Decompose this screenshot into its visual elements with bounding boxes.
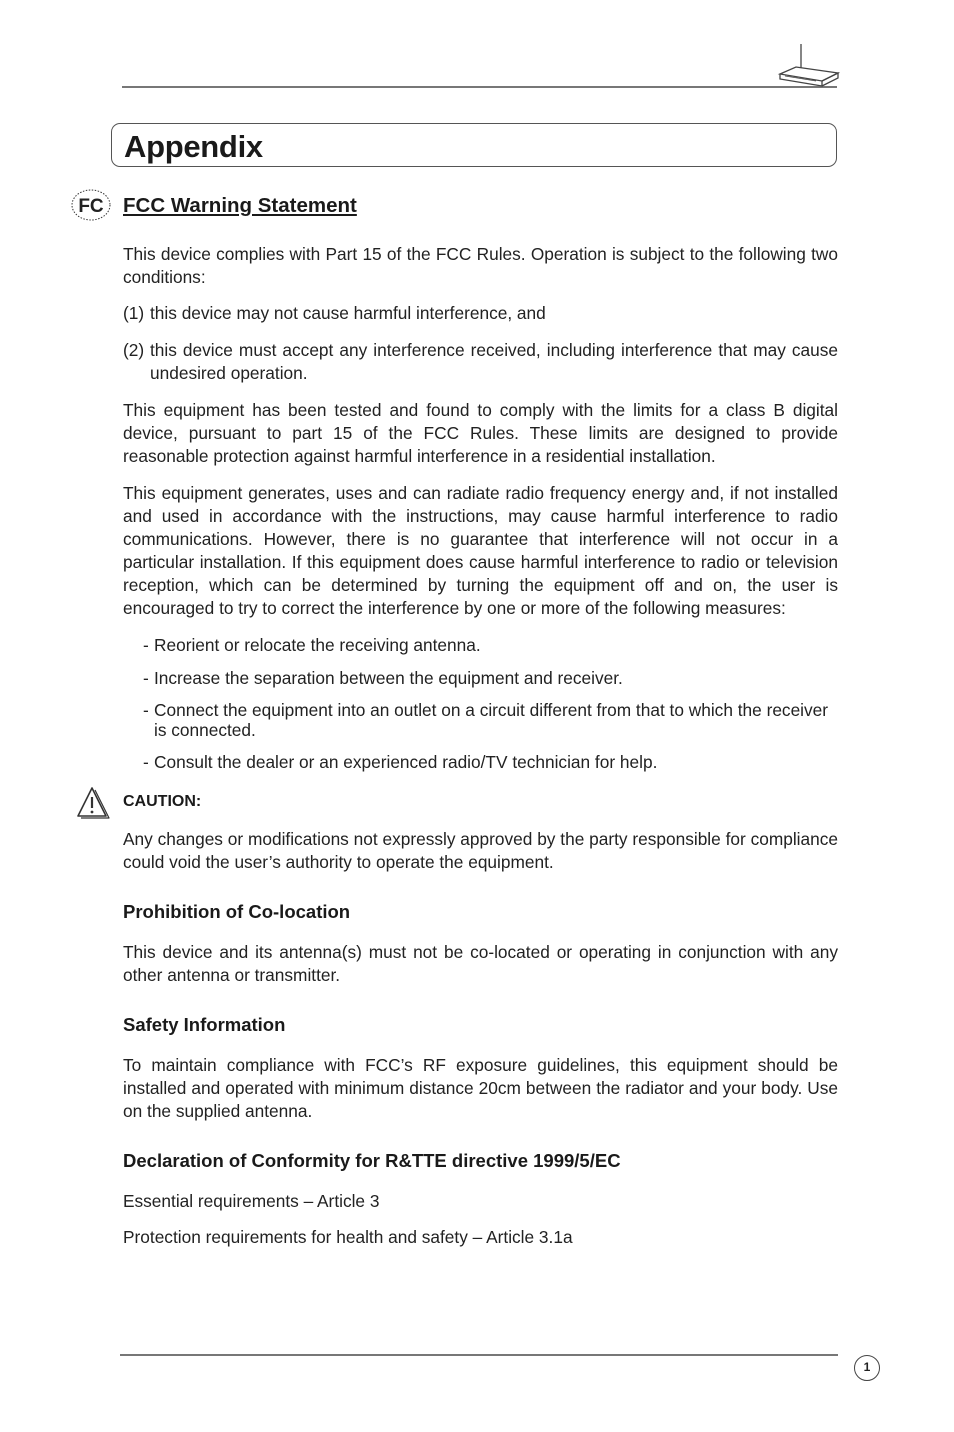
measure-text: Connect the equipment into an outlet on a circuit different from that to which the receiver is connected. bbox=[154, 700, 829, 740]
measure-dash: - bbox=[143, 752, 149, 772]
safety-text: To maintain compliance with FCC’s RF exposure guidelines, this equipment should be installed and operated with minimum distance 20cm between the radiator and your body. Use on the supplied antenna. bbox=[123, 1055, 838, 1121]
page-number: 1 bbox=[854, 1355, 880, 1381]
caution-icon bbox=[75, 785, 111, 821]
colocation-text: This device and its antenna(s) must not be co-located or operating in conjunction with any other antenna or transmitter. bbox=[123, 942, 838, 985]
measure-text: Reorient or relocate the receiving antenna. bbox=[154, 635, 481, 655]
measure-dash: - bbox=[143, 635, 149, 655]
title-box bbox=[111, 123, 837, 167]
fcc-paragraph-1: This equipment has been tested and found to comply with the limits for a class B digital device, pursuant to part 15 of the FCC Rules. These limits are designed to provide reasonable protection against harmful interference in a residential installation. bbox=[123, 400, 838, 466]
measure-dash: - bbox=[143, 668, 149, 688]
condition-number: (1) bbox=[123, 303, 145, 323]
safety-heading: Safety Information bbox=[123, 1014, 286, 1035]
condition-number: (2) bbox=[123, 340, 145, 360]
measure-item bbox=[143, 700, 838, 740]
router-icon bbox=[776, 42, 840, 88]
fcc-intro: This device complies with Part 15 of the FCC Rules. Operation is subject to the following two conditions: bbox=[123, 244, 838, 287]
condition-text: this device may not cause harmful interference, and bbox=[150, 303, 546, 323]
condition-text: this device must accept any interference received, including interference that may cause undesired operation. bbox=[150, 340, 838, 383]
measure-text: Consult the dealer or an experienced radio/TV technician for help. bbox=[154, 752, 658, 772]
measure-text: Increase the separation between the equipment and receiver. bbox=[154, 668, 623, 688]
fcc-heading: FCC Warning Statement bbox=[123, 194, 357, 217]
caution-label: CAUTION: bbox=[123, 793, 202, 810]
fcc-logo-icon bbox=[70, 188, 112, 222]
bottom-rule bbox=[120, 1354, 838, 1356]
measure-dash: - bbox=[143, 700, 149, 720]
top-rule bbox=[122, 86, 837, 88]
page-title: Appendix bbox=[124, 129, 263, 164]
declaration-line: Protection requirements for health and safety – Article 3.1a bbox=[123, 1227, 573, 1247]
measure-item bbox=[143, 668, 838, 688]
caution-text: Any changes or modifications not expressly approved by the party responsible for compliance could void the user’s authority to operate the equipment. bbox=[123, 829, 838, 872]
colocation-heading: Prohibition of Co-location bbox=[123, 901, 351, 922]
declaration-heading: Declaration of Conformity for R&TTE directive 1999/5/EC bbox=[123, 1150, 621, 1171]
measure-item bbox=[143, 752, 838, 772]
declaration-line: Essential requirements – Article 3 bbox=[123, 1191, 380, 1211]
condition-2 bbox=[123, 339, 838, 385]
fcc-logo-text: FC bbox=[78, 196, 104, 217]
measure-item bbox=[143, 635, 838, 655]
fcc-paragraph-2: This equipment generates, uses and can radiate radio frequency energy and, if not installed and used in accordance with the instructions, may cause harmful interference to radio communications. However, there is no guarantee that interference will not occur in a particular installation. If this equipment does cause harmful interference to radio or television reception, which can be determined by turning the equipment off and on, the user is encouraged to try to correct the interference by one or more of the following measures: bbox=[123, 483, 838, 618]
condition-1 bbox=[123, 302, 838, 325]
